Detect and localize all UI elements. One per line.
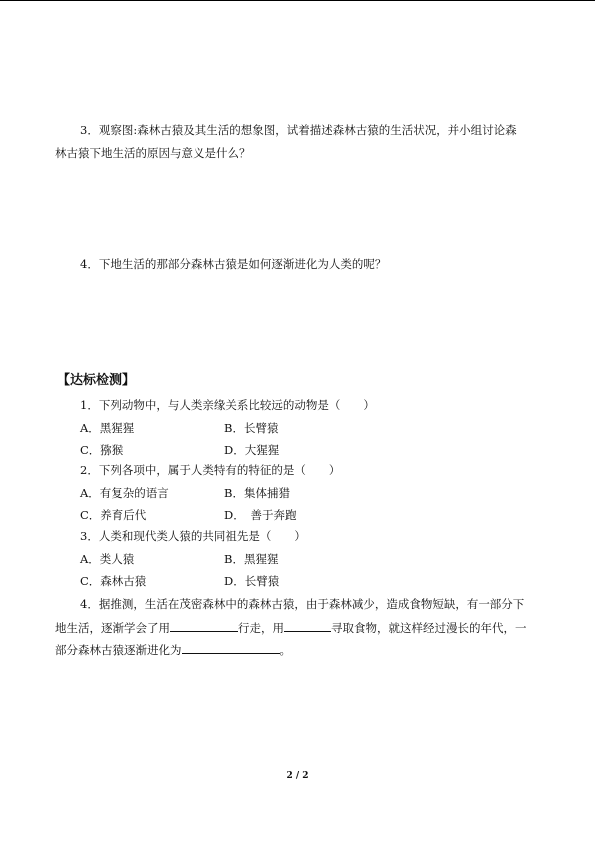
quiz-question-4-line3 <box>55 641 291 658</box>
quiz-q1-option-a: A．黑猩猩 <box>80 421 135 435</box>
quiz-q1-option-c: C．猕猴 <box>80 443 124 457</box>
q4-line3-text-b: 。 <box>279 643 291 657</box>
quiz-q1-option-d: D．大猩猩 <box>224 443 280 457</box>
observation-question-3-line1: 3．观察图:森林古猿及其生活的想象图，试着描述森林古猿的生活状况，并小组讨论森 <box>80 123 517 137</box>
observation-question-4: 4．下地生活的那部分森林古猿是如何逐渐进化为人类的呢？ <box>80 257 387 271</box>
quiz-q3-option-a: A．类人猿 <box>80 552 135 566</box>
fill-blank-2[interactable] <box>284 619 331 632</box>
quiz-question-3: 3．人类和现代类人猿的共同祖先是（ ） <box>80 529 306 543</box>
quiz-q3-option-b: B．黑猩猩 <box>224 552 279 566</box>
q4-line2-text-b: 行走，用 <box>238 621 284 635</box>
quiz-question-2: 2．下列各项中，属于人类特有的特征的是（ ） <box>80 463 341 477</box>
top-border-line <box>0 0 595 1</box>
fill-blank-1[interactable] <box>170 619 238 632</box>
q4-line2-text-c: 寻取食物，就这样经过漫长的年代，一 <box>331 621 527 635</box>
quiz-question-4-line2 <box>55 619 527 636</box>
fill-blank-3[interactable] <box>182 641 280 654</box>
q4-line2-text-a: 地生活，逐渐学会了用 <box>55 621 170 635</box>
observation-question-3-line2: 林古猿下地生活的原因与意义是什么？ <box>55 146 251 160</box>
quiz-q3-option-c: C．森林古猿 <box>80 574 147 588</box>
quiz-q2-option-a: A．有复杂的语言 <box>80 486 169 500</box>
quiz-q2-option-d: D． 善于奔跑 <box>224 508 297 522</box>
quiz-question-4-line1: 4．据推测，生活在茂密森林中的森林古猿，由于森林减少，造成食物短缺，有一部分下 <box>80 597 525 611</box>
quiz-q2-option-c: C．养育后代 <box>80 508 147 522</box>
quiz-question-1: 1．下列动物中，与人类亲缘关系比较远的动物是（ ） <box>80 398 375 412</box>
page-number: 2 / 2 <box>286 771 309 781</box>
section-title: 【达标检测】 <box>57 373 136 388</box>
quiz-q3-option-d: D．长臂猿 <box>224 574 280 588</box>
quiz-q2-option-b: B．集体捕猎 <box>224 486 290 500</box>
q4-line3-text-a: 部分森林古猿逐渐进化为 <box>55 643 182 657</box>
quiz-q1-option-b: B．长臂猿 <box>224 421 279 435</box>
